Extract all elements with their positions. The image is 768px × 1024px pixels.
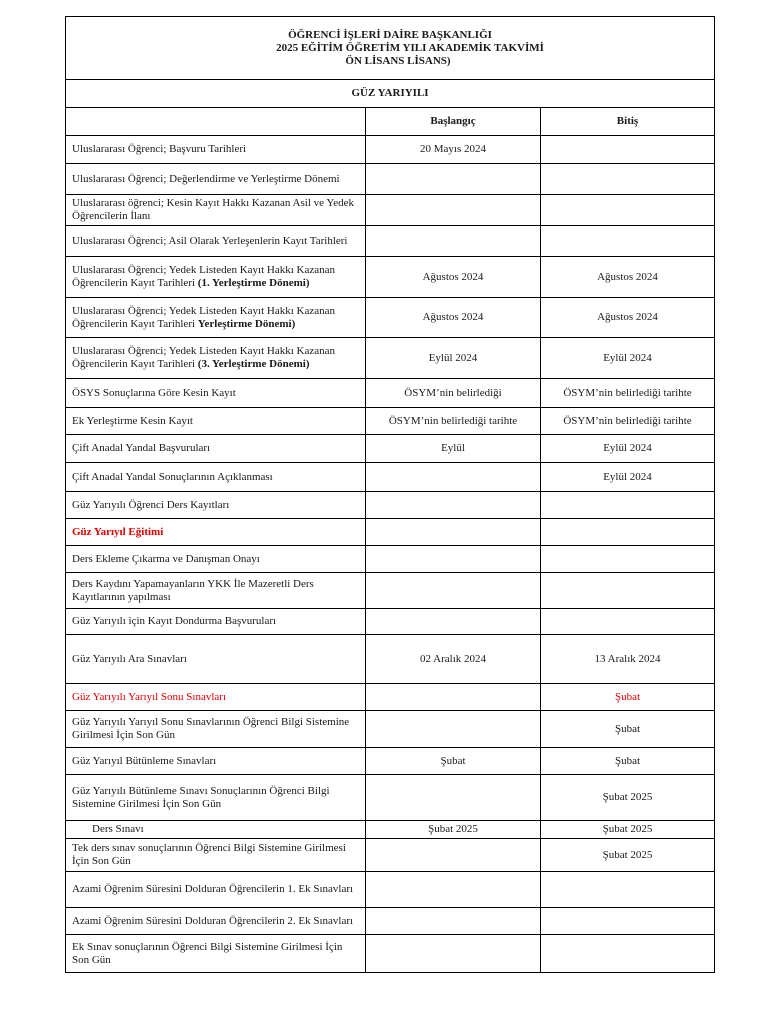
calendar-row [66,519,715,546]
start-date [366,195,541,226]
calendar-row [66,684,715,711]
start-date [366,609,541,635]
calendar-row [66,408,715,435]
end-date [541,546,715,573]
event-label [66,463,366,492]
end-date: Şubat [541,711,715,748]
event-label-text: Ders Kaydını Yapamayanların YKK İle Mazeretli Ders Kayıtlarının yapılması [72,577,314,603]
event-label [66,684,366,711]
calendar-row [66,635,715,684]
end-date [541,573,715,609]
end-date: ÖSYM’nin belirlediği tarihte [541,379,715,408]
calendar-row [66,839,715,872]
event-label-text: Uluslararası Öğrenci; Yedek Listeden Kayıt Hakkı Kazanan Öğrencilerin Kayıt Tarihleri [72,345,336,370]
calendar-row [66,298,715,338]
end-date [541,908,715,935]
end-date: Şubat 2025 [541,821,715,839]
event-label-text: Uluslararası Öğrenci; Yedek Listeden Kayıt Hakkı Kazanan Öğrencilerin Kayıt Tarihleri [72,304,336,330]
end-date [541,872,715,908]
start-date: Eylül 2024 [366,338,541,379]
event-label-text: Güz Yarıyılı için Kayıt Dondurma Başvuruları [72,615,277,627]
end-date [541,519,715,546]
calendar-row [66,573,715,609]
event-label [66,519,366,546]
calendar-row [66,136,715,164]
start-date: 20 Mayıs 2024 [366,136,541,164]
start-date [366,164,541,195]
event-label-text: Ek Sınav sonuçlarının Öğrenci Bilgi Sistemine Girilmesi İçin Son Gün [72,940,343,966]
event-label-text: Uluslararası Öğrenci; Yedek Listeden Kayıt Hakkı Kazanan Öğrencilerin Kayıt Tarihleri [72,264,336,289]
event-label [66,257,366,298]
end-date: 13 Aralık 2024 [541,635,715,684]
start-date: Şubat [366,748,541,775]
document-title [66,17,715,80]
event-label [66,908,366,935]
event-label [66,164,366,195]
end-date: ÖSYM’nin belirlediği tarihte [541,408,715,435]
start-date [366,492,541,519]
calendar-row [66,821,715,839]
calendar-row [66,492,715,519]
event-label [66,379,366,408]
event-label-text: Çift Anadal Yandal Başvuruları [72,442,211,454]
event-label [66,546,366,573]
calendar-row [66,748,715,775]
title-line-1: ÖĞRENCİ İŞLERİ DAİRE BAŞKANLIĞI [288,28,492,41]
event-label-bold: (3. Yerleştirme Dönemi) [197,358,310,370]
start-date [366,872,541,908]
event-label-text: Güz Yarıyılı Yarıyıl Sonu Sınavlarının Öğrenci Bilgi Sistemine Girilmesi İçin Son Gün [72,716,350,741]
event-label-text: Ders Sınavı [92,823,144,835]
event-label-text: Uluslararası öğrenci; Kesin Kayıt Hakkı Kazanan Asil ve Yedek Öğrencilerin İlanı [72,197,354,222]
event-label [66,573,366,609]
calendar-row [66,164,715,195]
column-header-row [66,108,715,136]
start-date [366,775,541,821]
calendar-row [66,463,715,492]
end-date: Eylül 2024 [541,435,715,463]
start-date: Ağustos 2024 [366,298,541,338]
header-blank [66,108,366,136]
calendar-row [66,546,715,573]
title-row [66,17,715,80]
start-date [366,519,541,546]
start-date [366,546,541,573]
event-label [66,195,366,226]
calendar-row [66,195,715,226]
event-label-text: Güz Yarıyıl Bütünleme Sınavları [72,754,217,767]
event-label-text: Uluslararası Öğrenci; Başvuru Tarihleri [72,143,247,155]
end-date: Ağustos 2024 [541,298,715,338]
event-label [66,935,366,973]
event-label-text: Azami Öğrenim Süresini Dolduran Öğrencilerin 1. Ek Sınavları [72,883,354,895]
section-title: GÜZ YARIYILI [66,80,715,108]
event-label-bold: Yerleştirme Dönemi) [197,317,296,330]
end-date: Ağustos 2024 [541,257,715,298]
event-label [66,435,366,463]
event-label [66,609,366,635]
end-date [541,609,715,635]
event-label-text: ÖSYS Sonuçlarına Göre Kesin Kayıt [72,386,236,399]
event-label-bold: (1. Yerleştirme Dönemi) [197,277,310,289]
event-label [66,775,366,821]
start-date: 02 Aralık 2024 [366,635,541,684]
event-label-text: Tek ders sınav sonuçlarının Öğrenci Bilgi Sistemine Girilmesi İçin Son Gün [72,842,346,867]
event-label-text: Güz Yarıyılı Yarıyıl Sonu Sınavları [72,690,227,703]
header-end: Bitiş [541,108,715,136]
event-label [66,839,366,872]
event-label [66,226,366,257]
start-date [366,711,541,748]
event-label-text: Güz Yarıyıl Eğitimi [72,525,164,538]
start-date [366,463,541,492]
calendar-row [66,908,715,935]
start-date: Eylül [366,435,541,463]
academic-calendar-table [65,16,715,973]
start-date [366,935,541,973]
start-date [366,684,541,711]
end-date [541,226,715,257]
calendar-row [66,379,715,408]
calendar-row [66,435,715,463]
title-line-2: 2025 EĞİTİM ÖĞRETİM YILI AKADEMİK TAKVİMİ [276,41,544,54]
event-label-text: Güz Yarıyılı Bütünleme Sınavı Sonuçlarının Öğrenci Bilgi Sistemine Girilmesi İçin Son Gün [72,784,330,810]
start-date: Şubat 2025 [366,821,541,839]
calendar-row [66,872,715,908]
event-label [66,748,366,775]
title-line-3: ÖN LİSANS LİSANS) [345,54,451,67]
calendar-row [66,775,715,821]
start-date: ÖSYM’nin belirlediği tarihte [366,408,541,435]
start-date [366,839,541,872]
end-date: Eylül 2024 [541,463,715,492]
event-label [66,298,366,338]
start-date [366,908,541,935]
event-label-text: Ek Yerleştirme Kesin Kayıt [72,414,193,427]
end-date [541,935,715,973]
event-label [66,711,366,748]
start-date [366,573,541,609]
end-date: Şubat 2025 [541,839,715,872]
section-row [66,80,715,108]
event-label [66,492,366,519]
event-label-text: Güz Yarıyılı Ara Sınavları [72,652,187,665]
end-date [541,492,715,519]
end-date [541,136,715,164]
calendar-row [66,609,715,635]
start-date: Ağustos 2024 [366,257,541,298]
event-label-text: Uluslararası Öğrenci; Değerlendirme ve Yerleştirme Dönemi [72,172,340,185]
event-label [66,821,366,839]
event-label-text: Uluslararası Öğrenci; Asil Olarak Yerleşenlerin Kayıt Tarihleri [72,234,348,247]
event-label [66,408,366,435]
calendar-row [66,338,715,379]
end-date: Şubat 2025 [541,775,715,821]
event-label [66,136,366,164]
header-start: Başlangıç [366,108,541,136]
calendar-row [66,257,715,298]
end-date: Şubat [541,748,715,775]
start-date: ÖSYM’nin belirlediği [366,379,541,408]
event-label-text: Ders Ekleme Çıkarma ve Danışman Onayı [72,552,260,565]
calendar-row [66,711,715,748]
end-date [541,164,715,195]
calendar-row [66,935,715,973]
start-date [366,226,541,257]
event-label-text: Güz Yarıyılı Öğrenci Ders Kayıtları [72,498,230,511]
calendar-row [66,226,715,257]
end-date: Şubat [541,684,715,711]
event-label-text: Çift Anadal Yandal Sonuçlarının Açıklanması [72,470,273,483]
event-label-text: Azami Öğrenim Süresini Dolduran Öğrencilerin 2. Ek Sınavları [72,914,354,927]
event-label [66,872,366,908]
end-date: Eylül 2024 [541,338,715,379]
event-label [66,338,366,379]
end-date [541,195,715,226]
event-label [66,635,366,684]
